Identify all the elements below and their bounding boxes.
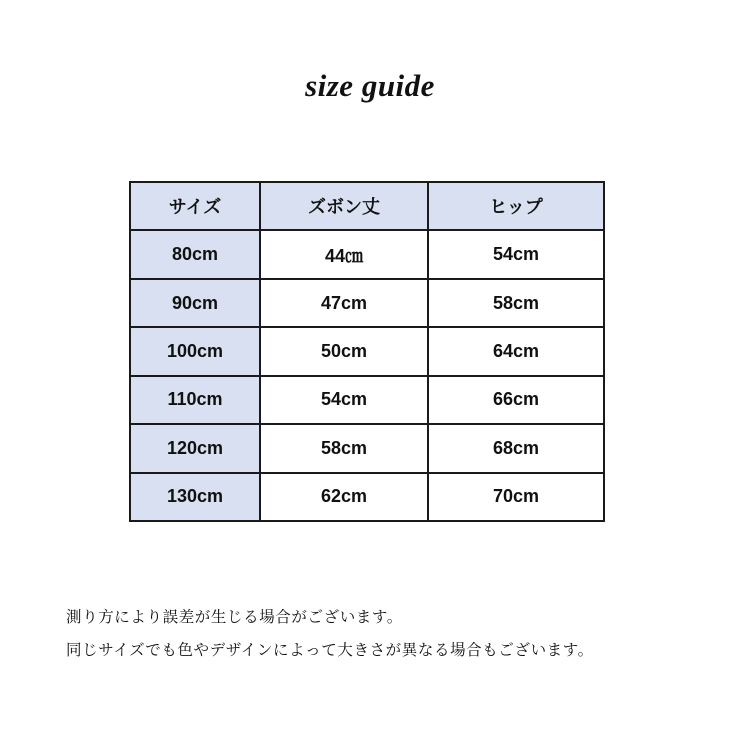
hip-cell: 64cm <box>428 327 604 375</box>
hip-cell: 70cm <box>428 473 604 521</box>
table-row <box>130 376 604 424</box>
header-hip: ヒップ <box>428 182 604 230</box>
table-row <box>130 424 604 472</box>
pants-length-cell: 47cm <box>260 279 428 327</box>
size-cell: 110cm <box>130 376 260 424</box>
hip-cell: 66cm <box>428 376 604 424</box>
header-pants-length: ズボン丈 <box>260 182 428 230</box>
pants-length-cell: 58cm <box>260 424 428 472</box>
pants-length-cell: 50cm <box>260 327 428 375</box>
notes <box>66 601 594 667</box>
size-cell: 120cm <box>130 424 260 472</box>
note-size-variation: 同じサイズでも色やデザインによって大きさが異なる場合もございます。 <box>66 641 594 659</box>
pants-length-cell: 44㎝ <box>260 230 428 278</box>
table-row <box>130 279 604 327</box>
hip-cell: 54cm <box>428 230 604 278</box>
size-cell: 80cm <box>130 230 260 278</box>
table-row <box>130 473 604 521</box>
size-cell: 130cm <box>130 473 260 521</box>
page-title: size guide <box>305 68 435 103</box>
hip-cell: 58cm <box>428 279 604 327</box>
table-row <box>130 327 604 375</box>
table-row <box>130 230 604 278</box>
pants-length-cell: 62cm <box>260 473 428 521</box>
note-measurement-error: 測り方により誤差が生じる場合がございます。 <box>66 608 403 626</box>
pants-length-cell: 54cm <box>260 376 428 424</box>
size-table <box>129 181 605 522</box>
hip-cell: 68cm <box>428 424 604 472</box>
size-cell: 90cm <box>130 279 260 327</box>
size-cell: 100cm <box>130 327 260 375</box>
header-size: サイズ <box>130 182 260 230</box>
table-header-row <box>130 182 604 230</box>
